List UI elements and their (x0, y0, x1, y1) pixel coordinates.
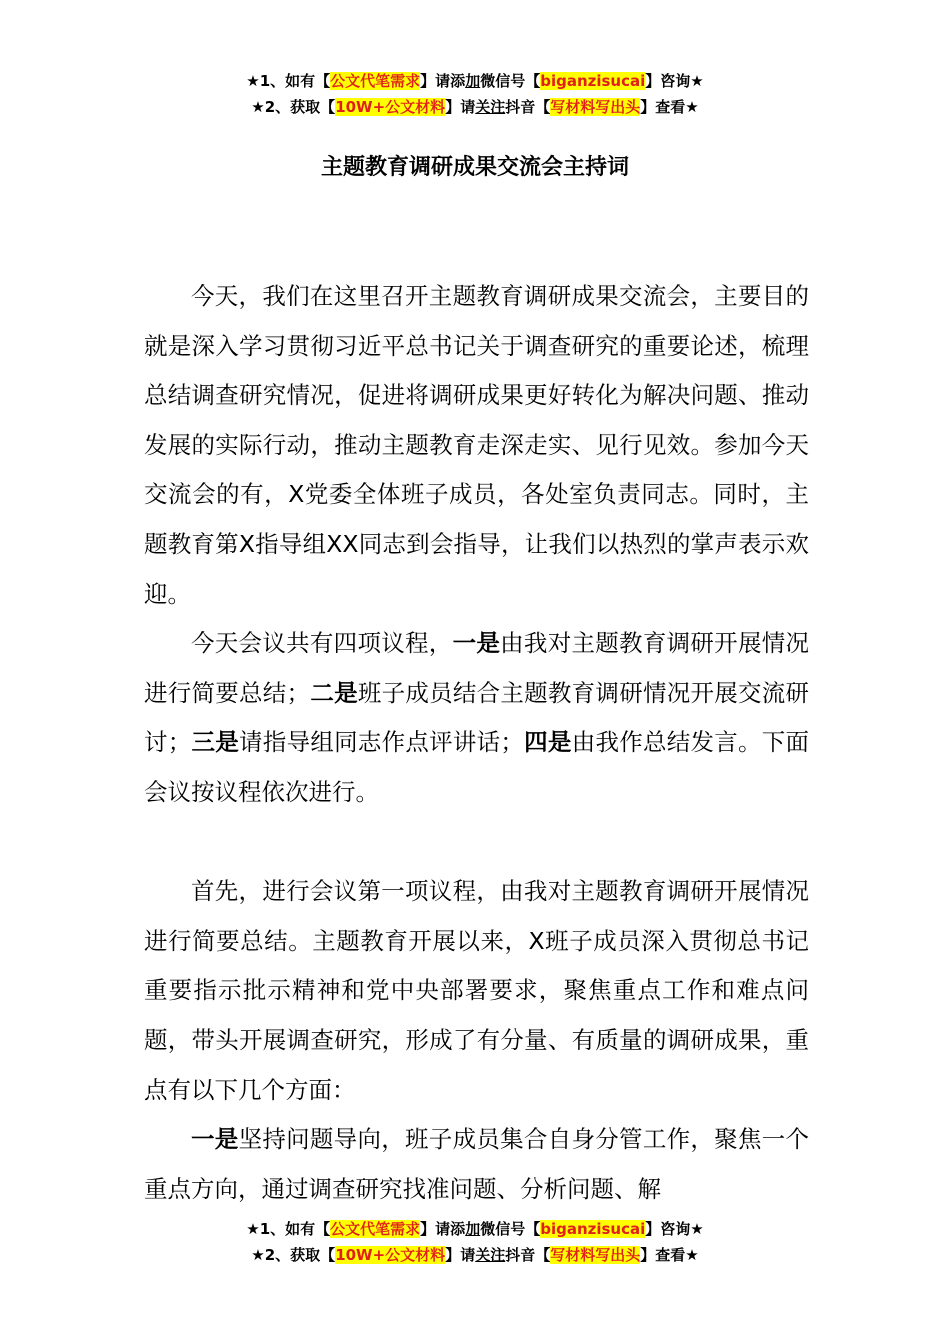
banner-highlight: 公文代笔需求 (330, 1220, 421, 1238)
paragraph-first-item: 首先，进行会议第一项议程，由我对主题教育调研开展情况进行简要总结。主题教育开展以来，X班子成员深入贯彻总书记重要指示批示精神和党中央部署要求，聚焦重点工作和难点问题，带头开展调查研究，形成了有分量、有质量的调研成果，重点有以下几个方面： (144, 877, 809, 1104)
paragraph-opening: 今天，我们在这里召开主题教育调研成果交流会，主要目的就是深入学习贯彻习近平总书记关于调查研究的重要论述，梳理总结调查研究情况，促进将调研成果更好转化为解决问题、推动发展的实际行动，推动主题教育走深走实、见行见效。参加今天交流会的有，X党委全体班子成员，各处室负责同志。同时，主题教育第X指导组XX同志到会指导，让我们以热烈的掌声表示欢迎。 (144, 282, 809, 608)
document-title: 主题教育调研成果交流会主持词 (320, 155, 629, 180)
banner-line-2: ★2、获取【10W+公文材料】请关注抖音【写材料写出头】查看★ (251, 1246, 699, 1264)
banner-highlight: 10W+公文材料 (335, 1246, 446, 1264)
banner-highlight: 10W+公文材料 (335, 98, 446, 116)
banner-line-1: ★1、如有【公文代笔需求】请添加微信号【biganzisucai】咨询★ (246, 1220, 704, 1238)
banner-highlight: biganzisucai (540, 1220, 646, 1238)
header-banner (0, 68, 950, 120)
footer-banner (0, 1216, 950, 1268)
banner-highlight: 公文代笔需求 (330, 72, 421, 90)
document-body (144, 272, 809, 1214)
banner-highlight: 写材料写出头 (550, 1246, 641, 1264)
banner-line-2: ★2、获取【10W+公文材料】请关注抖音【写材料写出头】查看★ (251, 98, 699, 116)
paragraph-agenda: 今天会议共有四项议程，一是由我对主题教育调研开展情况进行简要总结；二是班子成员结合主题教育调研情况开展交流研讨；三是请指导组同志作点评讲话；四是由我作总结发言。下面会议按议程依次进行。 (144, 629, 810, 806)
paragraph-spacer (144, 818, 809, 868)
banner-highlight: biganzisucai (540, 72, 646, 90)
banner-highlight: 写材料写出头 (550, 98, 641, 116)
paragraph-point-one: 一是坚持问题导向，班子成员集合自身分管工作，聚焦一个重点方向，通过调查研究找准问题、分析问题、解 (144, 1125, 810, 1203)
banner-line-1: ★1、如有【公文代笔需求】请添加微信号【biganzisucai】咨询★ (246, 72, 704, 90)
